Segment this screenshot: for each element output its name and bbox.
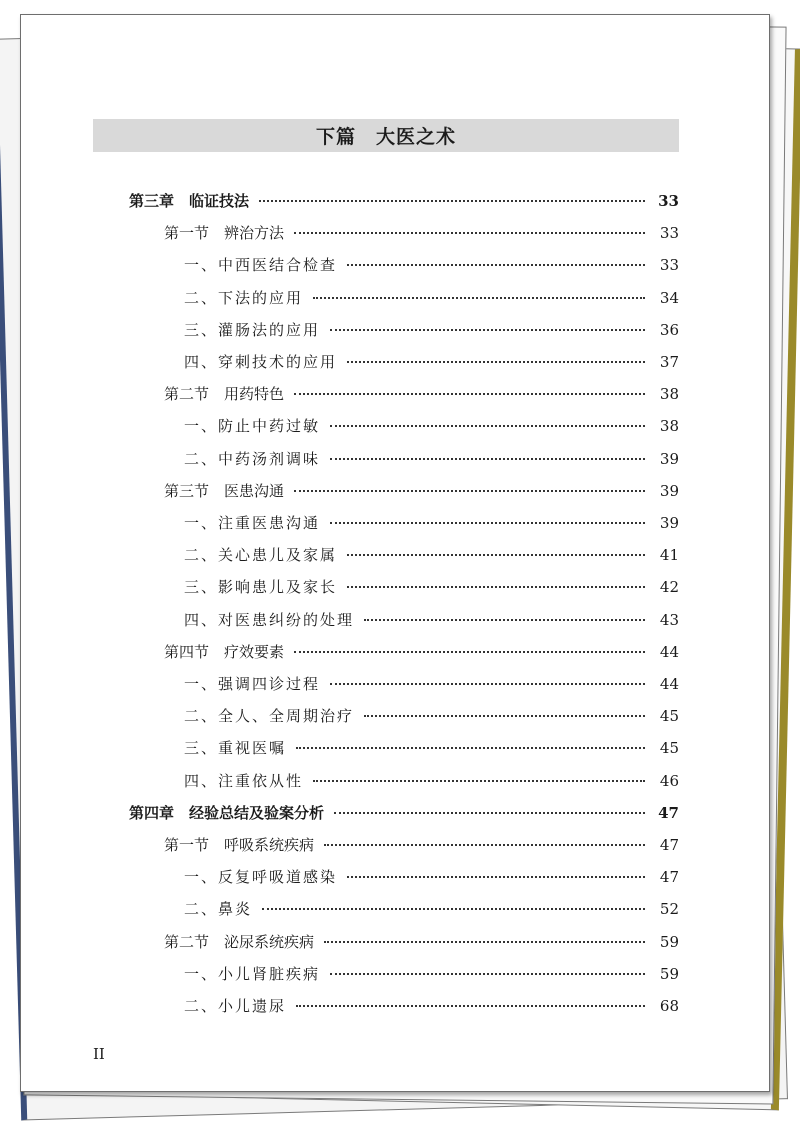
toc-entry-title: 四、对医患纠纷的处理	[184, 611, 355, 629]
toc-entry-title: 二、关心患儿及家属	[184, 546, 338, 564]
toc-entry-page-number: 34	[659, 289, 679, 307]
dot-leader	[294, 231, 645, 234]
toc-entry-chapter[interactable]	[129, 802, 679, 824]
dot-leader	[347, 585, 645, 588]
toc-entry-page-number: 59	[659, 965, 679, 983]
toc-entry-page-number: 33	[659, 224, 679, 242]
toc-entry-item[interactable]	[184, 351, 679, 373]
toc-entry-section[interactable]	[164, 480, 679, 502]
toc-entry-page-number: 45	[659, 739, 679, 757]
toc-entry-item[interactable]	[184, 609, 679, 631]
toc-entry-section[interactable]	[164, 834, 679, 856]
toc-entry-page-number: 46	[659, 772, 679, 790]
toc-entry-item[interactable]	[184, 705, 679, 727]
dot-leader	[324, 940, 645, 943]
dot-leader	[347, 263, 645, 266]
toc-entry-item[interactable]	[184, 544, 679, 566]
toc-entry-item[interactable]	[184, 287, 679, 309]
toc-entry-page-number: 44	[659, 643, 679, 661]
dot-leader	[313, 779, 645, 782]
dot-leader	[324, 843, 645, 846]
toc-entry-item[interactable]	[184, 576, 679, 598]
dot-leader	[330, 457, 645, 460]
toc-entry-title: 三、影响患儿及家长	[184, 578, 338, 596]
dot-leader	[330, 424, 645, 427]
dot-leader	[330, 328, 645, 331]
toc-entry-title: 二、全人、全周期治疗	[184, 707, 355, 725]
toc-entry-page-number: 42	[659, 578, 679, 596]
toc-entry-title: 第四章 经验总结及验案分析	[129, 804, 325, 822]
toc-entry-page-number: 41	[659, 546, 679, 564]
dot-leader	[330, 972, 645, 975]
toc-entry-page-number: 44	[659, 675, 679, 693]
toc-entry-title: 第二节 泌尿系统疾病	[164, 933, 315, 951]
dot-leader	[296, 746, 645, 749]
toc-entry-title: 四、注重依从性	[184, 772, 304, 790]
dot-leader	[364, 714, 645, 717]
toc-entry-item[interactable]	[184, 866, 679, 888]
part-title-banner: 下篇 大医之术	[93, 119, 679, 152]
toc-entry-item[interactable]	[184, 254, 679, 276]
toc-entry-title: 第三节 医患沟通	[164, 482, 285, 500]
toc-entry-page-number: 47	[659, 836, 679, 854]
toc-entry-page-number: 68	[659, 997, 679, 1015]
dot-leader	[294, 650, 645, 653]
dot-leader	[294, 489, 645, 492]
toc-entry-title: 二、小儿遗尿	[184, 997, 287, 1015]
toc-entry-item[interactable]	[184, 319, 679, 341]
toc-entry-page-number: 47	[659, 868, 679, 886]
toc-entry-section[interactable]	[164, 383, 679, 405]
toc-entry-title: 一、小儿肾脏疾病	[184, 965, 321, 983]
dot-leader	[330, 682, 645, 685]
toc-entry-page-number: 39	[659, 482, 679, 500]
toc-entry-title: 三、灌肠法的应用	[184, 321, 321, 339]
dot-leader	[259, 199, 645, 202]
toc-entry-item[interactable]	[184, 995, 679, 1017]
toc-entry-page-number: 39	[659, 514, 679, 532]
toc-entry-page-number: 59	[659, 933, 679, 951]
toc-entry-section[interactable]	[164, 931, 679, 953]
toc-entry-title: 第一节 辨治方法	[164, 224, 285, 242]
dot-leader	[347, 875, 645, 878]
toc-entry-page-number: 43	[659, 611, 679, 629]
toc-entry-title: 一、强调四诊过程	[184, 675, 321, 693]
toc-entry-page-number: 45	[659, 707, 679, 725]
toc-entry-page-number: 36	[659, 321, 679, 339]
toc-entry-title: 一、反复呼吸道感染	[184, 868, 338, 886]
dot-leader	[296, 1004, 645, 1007]
toc-entry-title: 一、防止中药过敏	[184, 417, 321, 435]
toc-entry-item[interactable]	[184, 415, 679, 437]
toc-entry-page-number: 33	[659, 256, 679, 274]
toc-entry-item[interactable]	[184, 448, 679, 470]
dot-leader	[262, 907, 645, 910]
toc-entry-page-number: 47	[658, 804, 679, 822]
toc-entry-title: 第二节 用药特色	[164, 385, 285, 403]
toc-entry-item[interactable]	[184, 673, 679, 695]
toc-entry-page-number: 38	[659, 385, 679, 403]
toc-entry-item[interactable]	[184, 737, 679, 759]
toc-entry-item[interactable]	[184, 770, 679, 792]
toc-entry-title: 四、穿刺技术的应用	[184, 353, 338, 371]
toc-entry-title: 二、中药汤剂调味	[184, 450, 321, 468]
toc-entry-section[interactable]	[164, 641, 679, 663]
toc-entry-section[interactable]	[164, 222, 679, 244]
toc-entry-title: 第三章 临证技法	[129, 192, 250, 210]
toc-entry-item[interactable]	[184, 512, 679, 534]
toc-entry-item[interactable]	[184, 898, 679, 920]
dot-leader	[364, 618, 645, 621]
toc-entry-item[interactable]	[184, 963, 679, 985]
dot-leader	[330, 521, 645, 524]
dot-leader	[347, 553, 645, 556]
toc-entry-title: 一、注重医患沟通	[184, 514, 321, 532]
toc-entry-title: 二、下法的应用	[184, 289, 304, 307]
dot-leader	[294, 392, 645, 395]
toc-entry-page-number: 38	[659, 417, 679, 435]
dot-leader	[347, 360, 645, 363]
toc-entry-page-number: 33	[658, 192, 679, 210]
toc-entry-title: 第一节 呼吸系统疾病	[164, 836, 315, 854]
toc-entry-title: 第四节 疗效要素	[164, 643, 285, 661]
dot-leader	[313, 296, 645, 299]
toc-entry-title: 一、中西医结合检查	[184, 256, 338, 274]
toc-entry-page-number: 52	[659, 900, 679, 918]
toc-entry-title: 二、鼻炎	[184, 900, 253, 918]
toc-entry-page-number: 39	[659, 450, 679, 468]
toc-entry-page-number: 37	[659, 353, 679, 371]
dot-leader	[334, 811, 645, 814]
page-folio: II	[93, 1045, 105, 1063]
document-page	[20, 14, 770, 1092]
toc-entry-title: 三、重视医嘱	[184, 739, 287, 757]
toc-entry-chapter[interactable]	[129, 190, 679, 212]
